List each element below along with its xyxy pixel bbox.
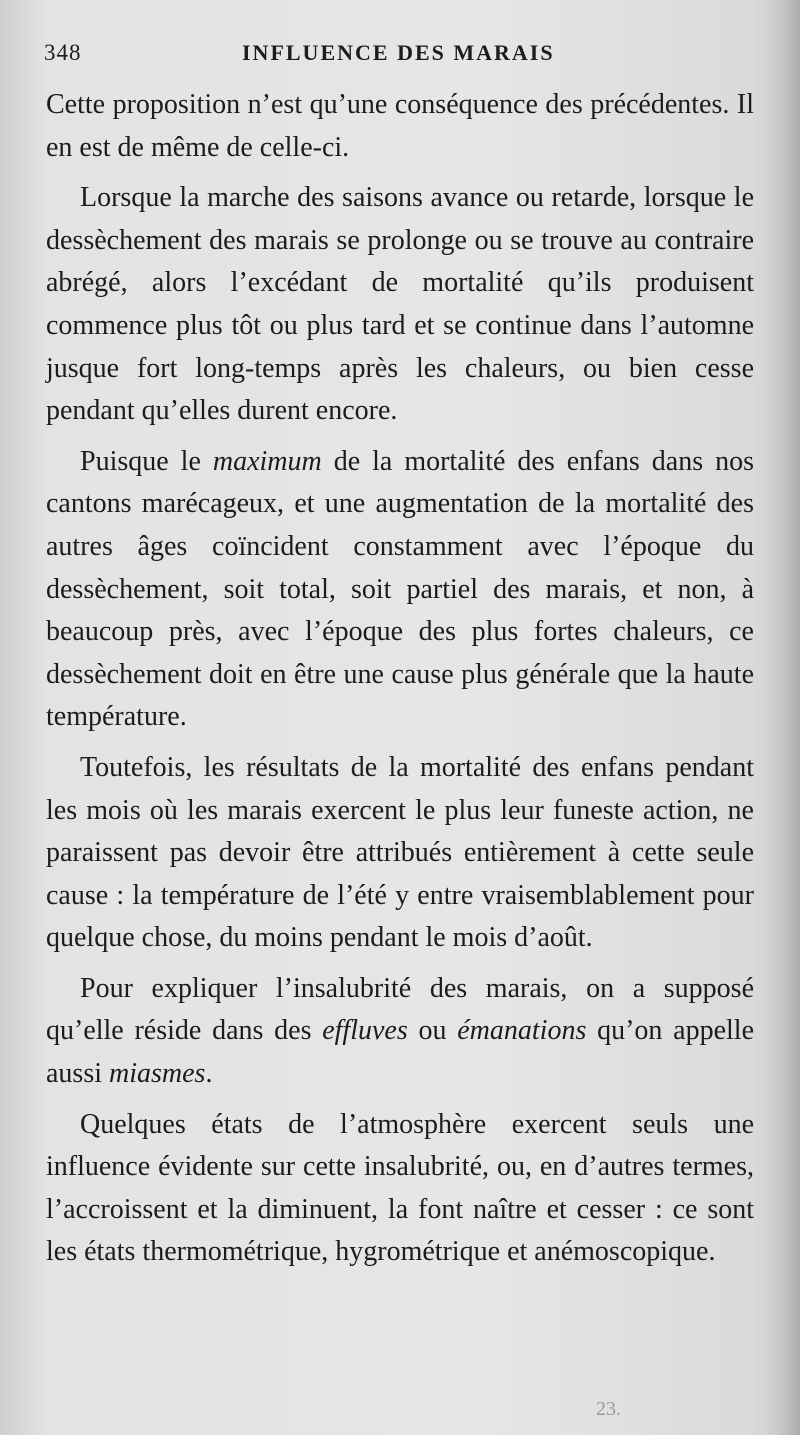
paragraph-6: Quelques états de l’atmosphère exercent seuls une influence évidente sur cette insalubrité, ou, en d’autres termes, l’accroissent et la diminuent, la font naître et cesser : ce sont les états thermométrique, hygrométrique et anémoscopique.: [46, 1108, 754, 1268]
page-header: [44, 40, 764, 76]
paragraph-5-middle2: qu’on appelle aussi: [46, 1015, 754, 1090]
paragraph-5-after: .: [205, 1058, 213, 1090]
emphasis-miasmes: miasmes: [109, 1058, 206, 1090]
paragraph-5-before: Pour expliquer l’insalubrité des marais, on a supposé qu’elle réside dans des: [46, 972, 754, 1047]
page-edge-shadow: [764, 0, 800, 1435]
paragraph-2: Lorsque la marche des saisons avance ou retarde, lorsque le dessèchement des marais se prolonge ou se trouve au contraire abrégé, alors l’excédant de mortalité qu’ils produisent commence plus tôt ou plus tard et se continue dans l’automne jusque fort long-temps après les chaleurs, ou bien cesse pendant qu’elles durent encore.: [46, 182, 754, 427]
paragraph-3-before: Puisque le: [80, 445, 213, 477]
paragraph-1: Cette proposition n’est qu’une conséquence des précédentes. Il en est de même de celle-ci.: [46, 89, 754, 163]
emphasis-emanations: émanations: [457, 1015, 587, 1047]
paragraph-5-middle: ou: [407, 1015, 458, 1047]
page-number: 348: [44, 40, 82, 65]
paragraph-4: Toutefois, les résultats de la mortalité des enfans pendant les mois où les marais exercent le plus leur funeste action, ne paraissent pas devoir être attribués entièrement à cette seule cause : la température de l’été y entre vraisemblablement pour quelque chose, du moins pendant le mois d’août.: [46, 751, 754, 954]
emphasis-maximum: maximum: [212, 445, 322, 477]
emphasis-effluves: effluves: [322, 1015, 408, 1047]
body-text: [46, 84, 754, 1282]
paragraph-3-after: de la mortalité des enfans dans nos cantons marécageux, et une augmentation de la mortalité des autres âges coïncident constamment avec l’époque du dessèchement, soit total, soit partiel des marais, et non, à beaucoup près, avec l’époque des plus fortes chaleurs, ce dessèchement doit en être une cause plus générale que la haute température.: [46, 445, 754, 733]
running-head: INFLUENCE DES MARAIS: [242, 40, 555, 65]
paragraph-3: [46, 441, 754, 739]
paragraph-5: [46, 968, 754, 1096]
signature-mark: 23.: [596, 1398, 621, 1420]
